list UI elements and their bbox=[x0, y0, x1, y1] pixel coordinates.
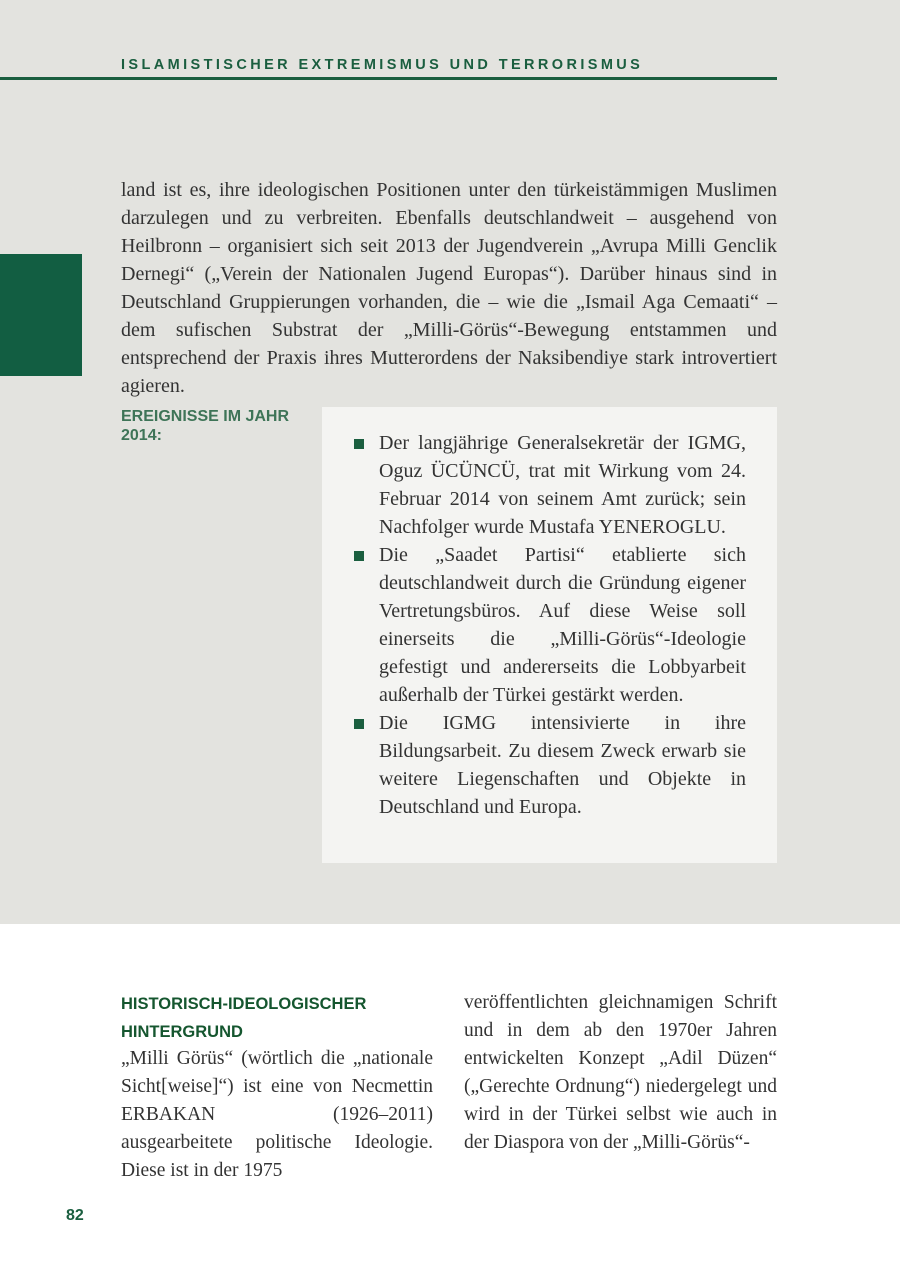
intro-paragraph: land ist es, ihre ideologischen Positionen unter den türkeistämmigen Muslimen darzulegen und zu verbreiten. Ebenfalls deutschlandweit – ausgehend von Heilbronn – organisiert sich seit 2013 der Jugendverein „Avrupa Milli Genclik Dernegi“ („Verein der Nationalen Jugend Europas“). Darüber hinaus sind in Deutschland Gruppierungen vorhanden, die – wie die „Ismail Aga Cemaati“ – dem sufischen Substrat der „Milli-Görüs“-Bewegung entstammen und entsprechend der Praxis ihres Mutterordens der Naksibendiye stark introvertiert agieren. bbox=[121, 179, 777, 397]
body-paragraph: veröffentlichten gleichnamigen Schrift und in dem ab den 1970er Jahren entwickelten Konzept „Adil Düzen“ („Gerechte Ordnung“) niedergelegt und wird in der Türkei selbst wie auch in der Diaspora von der „Milli-Görüs“- bbox=[464, 992, 777, 1153]
list-item bbox=[352, 429, 746, 541]
section-heading: HISTORISCH-IDEOLOGISCHER HINTERGRUND bbox=[121, 995, 367, 1041]
square-bullet-icon bbox=[354, 439, 364, 449]
events-list bbox=[352, 429, 746, 821]
page-number: 82 bbox=[66, 1207, 84, 1224]
list-item bbox=[352, 709, 746, 821]
header-rule bbox=[0, 77, 777, 80]
event-text: Die „Saadet Partisi“ etablierte sich deutschlandweit durch die Gründung eigener Vertretungsbüros. Auf diese Weise soll einerseits die „Milli-Görüs“-Ideologie gefestigt und andererseits die Lobbyarbeit außerhalb der Türkei gestärkt werden. bbox=[379, 544, 746, 706]
column-left bbox=[121, 1045, 433, 1185]
square-bullet-icon bbox=[354, 719, 364, 729]
list-item bbox=[352, 541, 746, 709]
body-paragraph: „Milli Görüs“ (wörtlich die „nationale Sicht[weise]“) ist eine von Necmettin ERBAKAN (1926–2011) ausgearbeitete politische Ideologie. Diese ist in der 1975 bbox=[121, 1048, 433, 1181]
running-head: ISLAMISTISCHER EXTREMISMUS UND TERRORISMUS bbox=[121, 57, 644, 73]
square-bullet-icon bbox=[354, 551, 364, 561]
column-right bbox=[464, 989, 777, 1157]
intro-text bbox=[121, 176, 777, 400]
event-text: Der langjährige Generalsekretär der IGMG, Oguz ÜCÜNCÜ, trat mit Wirkung vom 24. Februar 2014 von seinem Amt zurück; sein Nachfolger wurde Mustafa YENEROGLU. bbox=[379, 432, 746, 538]
events-box bbox=[322, 407, 777, 863]
events-label: EREIGNISSE IM JAHR 2014: bbox=[121, 408, 290, 444]
event-text: Die IGMG intensivierte in ihre Bildungsarbeit. Zu diesem Zweck erwarb sie weitere Liegenschaften und Objekte in Deutschland und Europa. bbox=[379, 712, 746, 818]
chapter-tab-marker bbox=[0, 254, 82, 376]
